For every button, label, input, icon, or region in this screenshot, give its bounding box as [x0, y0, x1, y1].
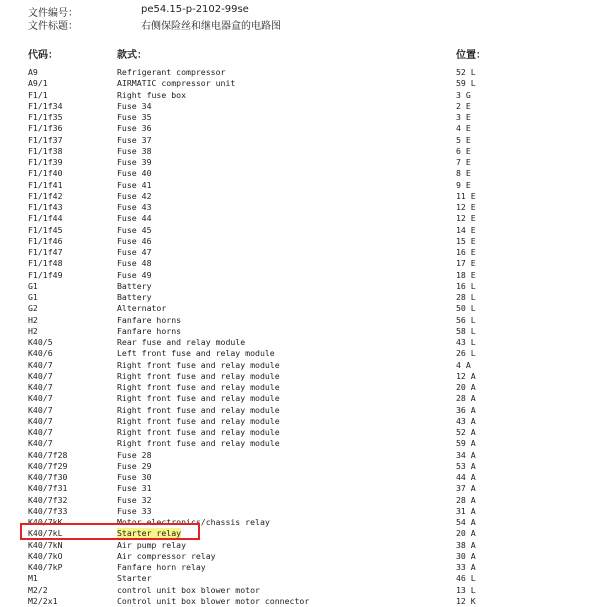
table-row	[0, 438, 600, 449]
row-position: 18 E	[456, 269, 476, 280]
row-code: F1/1f39	[28, 157, 63, 167]
row-code: K40/7	[28, 438, 53, 449]
row-code: F1/1f43	[28, 202, 63, 212]
table-row	[0, 562, 600, 573]
table-row	[0, 540, 600, 551]
row-code: K40/7f33	[28, 505, 68, 516]
row-description: Fuse 30	[117, 472, 152, 482]
row-code: K40/7f32	[28, 494, 68, 505]
row-description: Fuse 35	[117, 112, 152, 122]
row-position: 12 A	[456, 370, 476, 381]
row-position: 6 E	[456, 145, 471, 156]
row-description: Air pump relay	[117, 539, 187, 550]
table-row	[0, 135, 600, 146]
row-position: 58 L	[456, 325, 476, 336]
row-description: Alternator	[117, 303, 167, 314]
row-position: 12 K	[456, 595, 476, 606]
table-row	[0, 112, 600, 123]
row-description: Right front fuse and relay module	[117, 382, 280, 392]
row-code: K40/7	[28, 427, 53, 437]
row-description: Fuse 39	[117, 157, 152, 167]
row-description: Right front fuse and relay module	[117, 370, 280, 381]
row-description: Fuse 43	[117, 202, 152, 212]
row-code: G1	[28, 280, 38, 291]
row-position: 14 E	[456, 224, 476, 235]
row-code: M2/2	[28, 584, 48, 595]
row-position: 28 A	[456, 494, 476, 505]
file-number-value: pe54.15-p-2102-99se	[141, 4, 249, 15]
row-position: 50 L	[456, 303, 476, 314]
row-position: 26 L	[456, 348, 476, 359]
table-row	[0, 303, 600, 314]
row-position: 7 E	[456, 157, 471, 167]
row-description: Right front fuse and relay module	[117, 404, 280, 415]
row-code: K40/7kP	[28, 562, 63, 572]
row-code: F1/1f42	[28, 190, 63, 201]
row-position: 16 E	[456, 247, 476, 257]
row-position: 37 A	[456, 483, 476, 494]
row-code: G2	[28, 303, 38, 314]
table-row	[0, 461, 600, 472]
column-header-code: 代码：	[28, 50, 58, 61]
table-row	[0, 337, 600, 348]
component-table	[0, 67, 600, 607]
row-code: K40/7	[28, 359, 53, 370]
table-row	[0, 101, 600, 112]
row-description: Battery	[117, 292, 152, 302]
row-description: Right front fuse and relay module	[117, 427, 280, 437]
row-code: F1/1f46	[28, 235, 63, 246]
row-position: 13 L	[456, 584, 476, 595]
row-position: 4 A	[456, 359, 471, 370]
row-code: K40/7	[28, 404, 53, 415]
row-description: Rear fuse and relay module	[117, 337, 246, 347]
table-row	[0, 371, 600, 382]
row-position: 20 A	[456, 528, 476, 539]
table-row	[0, 258, 600, 269]
table-row	[0, 551, 600, 562]
row-code: F1/1f47	[28, 247, 63, 257]
row-position: 54 A	[456, 517, 476, 527]
table-row	[0, 225, 600, 236]
table-row	[0, 67, 600, 78]
table-row	[0, 191, 600, 202]
table-row	[0, 483, 600, 494]
row-position: 43 L	[456, 337, 476, 347]
row-position: 3 E	[456, 112, 471, 122]
row-code: A9/1	[28, 78, 48, 89]
row-position: 52 A	[456, 427, 476, 437]
table-row	[0, 416, 600, 427]
table-row	[0, 472, 600, 483]
row-position: 9 E	[456, 179, 471, 190]
row-description: Fuse 40	[117, 168, 152, 179]
row-code: K40/7kN	[28, 539, 63, 550]
row-description: Starter relay	[117, 528, 182, 539]
row-position: 38 A	[456, 539, 476, 550]
row-position: 4 E	[456, 123, 471, 134]
row-code: K40/7kO	[28, 550, 63, 561]
row-description: Control unit box blower motor connector	[117, 595, 310, 606]
row-code: K40/5	[28, 337, 53, 347]
file-title-value: 右侧保险丝和继电器盒的电路图	[141, 21, 281, 32]
row-position: 53 A	[456, 460, 476, 471]
row-code: F1/1f34	[28, 100, 63, 111]
row-position: 2 E	[456, 100, 471, 111]
row-code: F1/1f37	[28, 134, 63, 145]
table-row	[0, 382, 600, 393]
row-description: Left front fuse and relay module	[117, 348, 275, 359]
row-position: 44 A	[456, 472, 476, 482]
row-code: F1/1f49	[28, 269, 63, 280]
table-row	[0, 123, 600, 134]
row-code: K40/7	[28, 415, 53, 426]
row-code: F1/1f45	[28, 224, 63, 235]
row-code: H2	[28, 314, 38, 325]
column-header-desc: 款式：	[117, 50, 147, 61]
row-description: Fuse 49	[117, 269, 152, 280]
table-row	[0, 270, 600, 281]
table-row	[0, 573, 600, 584]
table-row	[0, 405, 600, 416]
table-row	[0, 506, 600, 517]
row-description: Fuse 32	[117, 494, 152, 505]
row-code: G1	[28, 292, 38, 302]
row-position: 36 A	[456, 404, 476, 415]
row-position: 15 E	[456, 235, 476, 246]
row-code: F1/1	[28, 89, 48, 100]
row-description: Starter	[117, 573, 152, 584]
table-row	[0, 585, 600, 596]
column-header-pos: 位置：	[456, 50, 486, 61]
row-description: Air compressor relay	[117, 550, 216, 561]
row-code: K40/7kK	[28, 517, 63, 527]
row-description: Refrigerant compressor	[117, 67, 226, 77]
row-code: K40/7	[28, 370, 53, 381]
row-code: K40/7f28	[28, 449, 68, 460]
row-code: K40/7kL	[28, 528, 63, 539]
row-position: 8 E	[456, 168, 471, 179]
table-row	[0, 348, 600, 359]
row-position: 28 L	[456, 292, 476, 302]
row-code: K40/7f29	[28, 460, 68, 471]
row-description: Battery	[117, 280, 152, 291]
row-description: Fuse 48	[117, 258, 152, 269]
row-description: Fuse 29	[117, 460, 152, 471]
row-description: Fuse 28	[117, 449, 152, 460]
row-code: F1/1f48	[28, 258, 63, 269]
row-position: 20 A	[456, 382, 476, 392]
row-description: Fuse 41	[117, 179, 152, 190]
table-row	[0, 236, 600, 247]
row-description: Fuse 46	[117, 235, 152, 246]
table-row	[0, 292, 600, 303]
row-description: Right front fuse and relay module	[117, 438, 280, 449]
row-position: 34 A	[456, 449, 476, 460]
row-code: K40/7f30	[28, 472, 68, 482]
table-row	[0, 78, 600, 89]
row-code: K40/7	[28, 382, 53, 392]
table-row	[0, 393, 600, 404]
row-position: 59 L	[456, 78, 476, 89]
row-description: Fanfare horns	[117, 325, 182, 336]
row-position: 12 E	[456, 213, 476, 224]
row-description: Right front fuse and relay module	[117, 415, 280, 426]
file-number-label: 文件编号：	[28, 8, 78, 19]
table-row	[0, 247, 600, 258]
table-row	[0, 450, 600, 461]
row-position: 43 A	[456, 415, 476, 426]
row-code: F1/1f40	[28, 168, 63, 179]
row-description: Right front fuse and relay module	[117, 359, 280, 370]
row-position: 52 L	[456, 67, 476, 77]
row-position: 11 E	[456, 190, 476, 201]
row-position: 33 A	[456, 562, 476, 572]
table-row	[0, 213, 600, 224]
row-description: control unit box blower motor	[117, 584, 260, 595]
row-position: 59 A	[456, 438, 476, 449]
row-description: Fuse 34	[117, 100, 152, 111]
row-position: 31 A	[456, 505, 476, 516]
row-code: F1/1f38	[28, 145, 63, 156]
table-row	[0, 168, 600, 179]
table-row	[0, 315, 600, 326]
row-description: Fuse 31	[117, 483, 152, 494]
row-description: Fuse 45	[117, 224, 152, 235]
row-description: Fuse 36	[117, 123, 152, 134]
row-position: 16 L	[456, 280, 476, 291]
row-position: 46 L	[456, 573, 476, 584]
table-row	[0, 360, 600, 371]
row-description: Fuse 33	[117, 505, 152, 516]
file-title-label: 文件标题：	[28, 21, 78, 32]
row-description: Fanfare horns	[117, 314, 182, 325]
row-description: Fuse 44	[117, 213, 152, 224]
table-row	[0, 90, 600, 101]
row-description: Fuse 47	[117, 247, 152, 257]
row-position: 5 E	[456, 134, 471, 145]
row-code: F1/1f44	[28, 213, 63, 224]
table-row	[0, 517, 600, 528]
row-code: K40/7	[28, 393, 53, 404]
table-row	[0, 495, 600, 506]
row-code: H2	[28, 325, 38, 336]
row-position: 12 E	[456, 202, 476, 212]
row-description: Right fuse box	[117, 89, 187, 100]
row-position: 17 E	[456, 258, 476, 269]
table-row	[0, 180, 600, 191]
row-description: Motor electronics/chassis relay	[117, 517, 270, 527]
row-description: Fuse 42	[117, 190, 152, 201]
row-code: A9	[28, 67, 38, 77]
table-row	[0, 596, 600, 607]
table-row	[0, 281, 600, 292]
row-description: Right front fuse and relay module	[117, 393, 280, 404]
table-row	[0, 528, 600, 539]
table-row	[0, 427, 600, 438]
row-position: 3 G	[456, 89, 471, 100]
table-row	[0, 157, 600, 168]
table-row	[0, 202, 600, 213]
table-row	[0, 146, 600, 157]
row-code: F1/1f41	[28, 179, 63, 190]
table-row	[0, 326, 600, 337]
row-code: K40/6	[28, 348, 53, 359]
row-description: Fuse 37	[117, 134, 152, 145]
row-description: Fanfare horn relay	[117, 562, 206, 572]
row-position: 56 L	[456, 314, 476, 325]
row-code: M1	[28, 573, 38, 584]
row-code: F1/1f35	[28, 112, 63, 122]
row-description: Fuse 38	[117, 145, 152, 156]
row-position: 30 A	[456, 550, 476, 561]
row-code: M2/2x1	[28, 595, 58, 606]
row-code: F1/1f36	[28, 123, 63, 134]
row-description: AIRMATIC compressor unit	[117, 78, 236, 89]
row-position: 28 A	[456, 393, 476, 404]
row-code: K40/7f31	[28, 483, 68, 494]
